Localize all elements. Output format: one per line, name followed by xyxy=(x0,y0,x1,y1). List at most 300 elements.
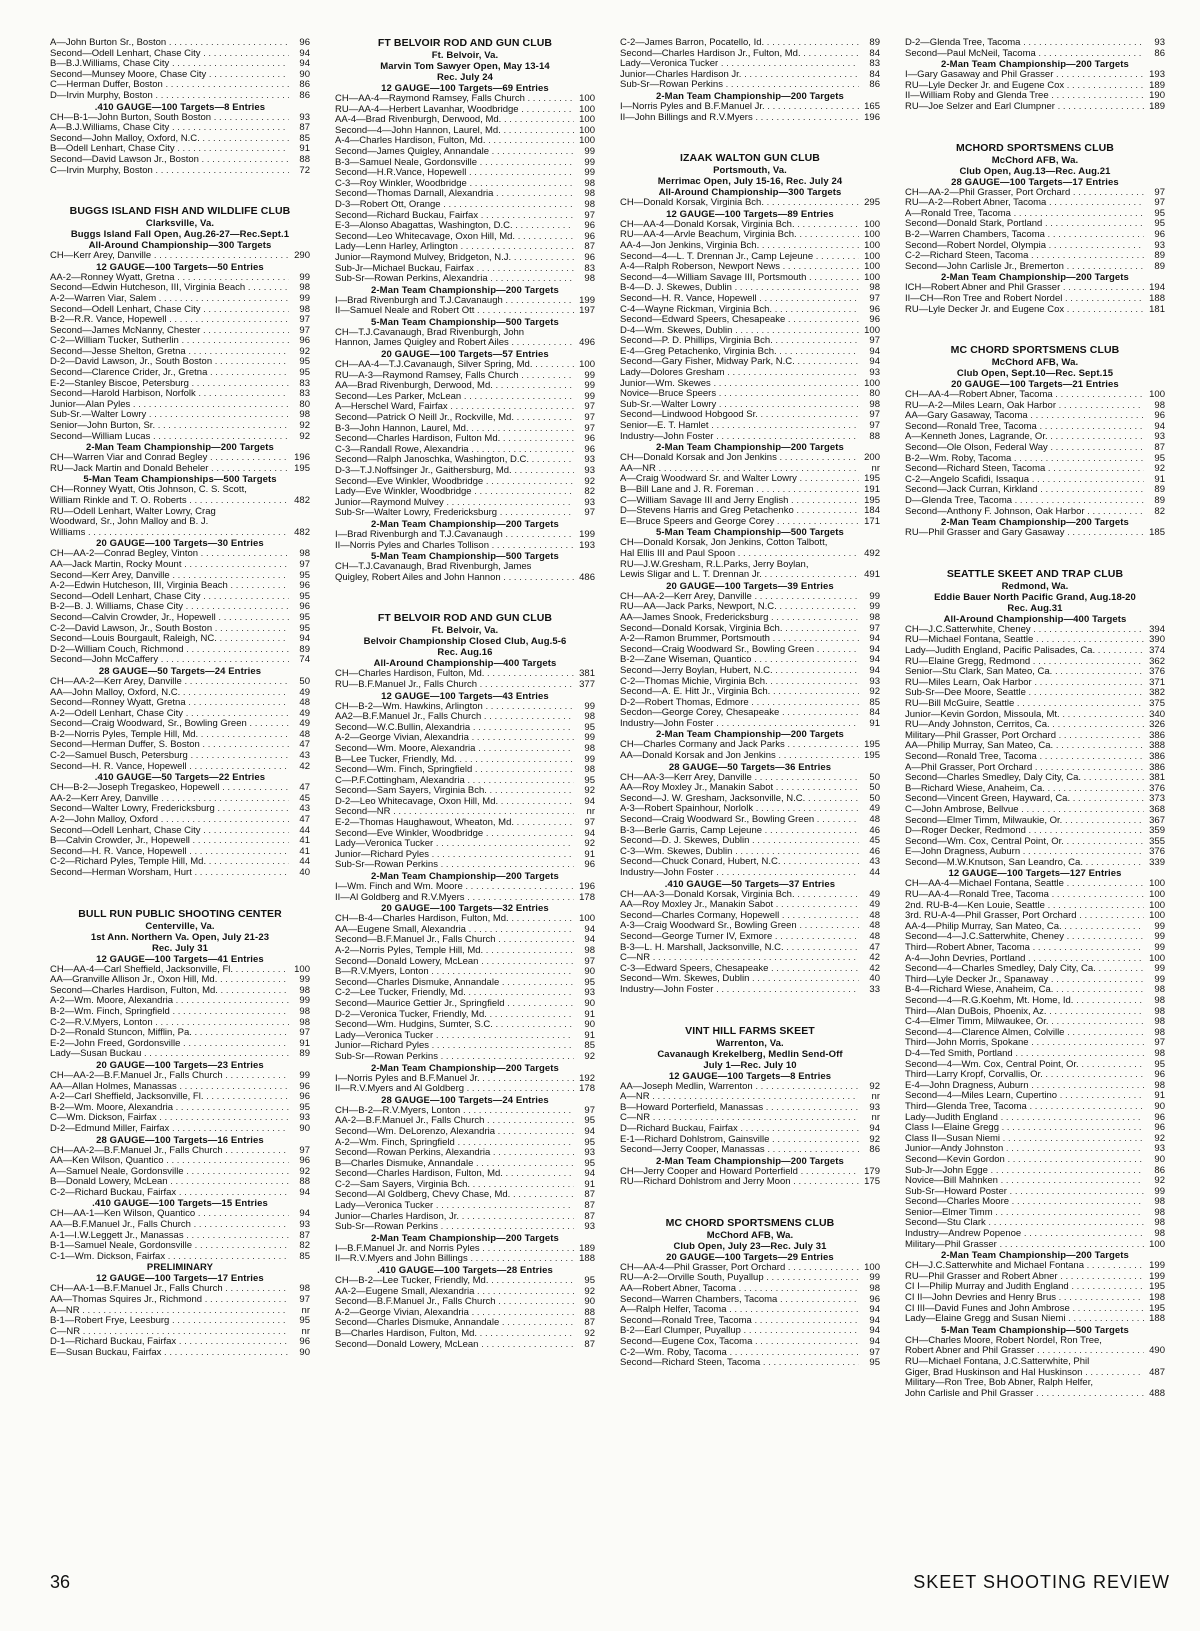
result-row xyxy=(335,765,595,776)
event-heading: 2-Man Team Championship—200 Targets xyxy=(941,517,1129,529)
result-row xyxy=(335,1212,595,1223)
score: 84 xyxy=(869,48,880,59)
score: 100 xyxy=(864,251,880,262)
shooter-name: D—Glenda Tree, Tacoma . . . xyxy=(905,496,1144,507)
shooter-name: Second—John McCaffery . . . xyxy=(50,655,289,666)
result-row xyxy=(905,1091,1165,1102)
shooter-name: Second—David Lawson Jr., Boston . . . xyxy=(50,155,289,166)
score: 96 xyxy=(584,231,595,242)
result-row xyxy=(335,264,595,275)
score: 94 xyxy=(584,796,595,807)
shooter-name: Second—Edwin Hutcheson, III, Virginia Beach . . . xyxy=(50,283,289,294)
result-row xyxy=(620,921,880,932)
result-row xyxy=(335,776,595,787)
result-row xyxy=(905,667,1165,678)
shooter-name: Sub-Sr—Howard Poster . . . xyxy=(905,1187,1144,1198)
shooter-name: D—Richard Buckau, Fairfax . . . xyxy=(620,1124,859,1135)
shooter-name: C—Wm. Dickson, Fairfax . . . xyxy=(50,1113,289,1124)
score: 181 xyxy=(1149,304,1165,315)
score: 95 xyxy=(299,570,310,581)
club-heading: BULL RUN PUBLIC SHOOTING CENTER xyxy=(78,907,282,920)
result-row xyxy=(335,893,595,904)
score: 377 xyxy=(579,679,595,690)
shooter-name: D-2—Veronica Tucker, Friendly, Md. . . . xyxy=(335,1010,574,1021)
result-row xyxy=(620,485,880,496)
result-row xyxy=(50,1049,310,1060)
score: 87 xyxy=(584,1339,595,1350)
score: 48 xyxy=(869,910,880,921)
shooter-name: CI III—David Funes and John Ambrose . . . xyxy=(905,1304,1144,1315)
score: 98 xyxy=(1154,1027,1165,1038)
shooter-name: Second—Craig Woodward Sr., Bowling Green . . . xyxy=(620,645,859,656)
shooter-name: I—B.F.Manuel Jr. and Norris Pyles . . . xyxy=(335,1244,574,1255)
score: 376 xyxy=(1149,847,1165,858)
result-row xyxy=(905,879,1165,890)
event-heading: McChord AFB, Wa. xyxy=(991,154,1079,166)
result-row xyxy=(335,957,595,968)
result-row xyxy=(620,943,880,954)
shooter-name: Sub-Jr—John Egge . . . xyxy=(905,1166,1144,1177)
event-heading: Merrimac Open, July 15-16, Rec. July 24 xyxy=(657,176,843,188)
result-row xyxy=(335,1127,595,1138)
shooter-name: A-4—John Devries, Portland . . . xyxy=(905,954,1144,965)
result-row xyxy=(50,592,310,603)
score: 92 xyxy=(299,421,310,432)
shooter-name: Third—John Morris, Spokane . . . xyxy=(905,1038,1144,1049)
shooter-name: A—Ralph Helfer, Tacoma . . . xyxy=(620,1305,859,1316)
score: 97 xyxy=(584,818,595,829)
result-row xyxy=(620,698,880,709)
shooter-name: C—William Savage III and Jerry English . . . xyxy=(620,496,859,507)
result-row xyxy=(620,1358,880,1369)
shooter-name: C-1—Wm. Dickson, Fairfax . . . xyxy=(50,1252,289,1263)
shooter-name: CH—AA-4—T.J.Cavanaugh, Silver Spring, Md. . . . xyxy=(335,360,574,371)
shooter-name: RU—Andy Johnston, Cerritos, Ca. . . . xyxy=(905,720,1144,731)
shooter-name: A—Herschel Ward, Fairfax . . . xyxy=(335,402,574,413)
score: nr xyxy=(586,807,595,818)
shooter-name: B—Richard Wiese, Anaheim, Ca. . . . xyxy=(905,784,1144,795)
shooter-name: CH—AA-2—Phil Grasser, Port Orchard . . . xyxy=(905,188,1144,199)
score: 100 xyxy=(1149,1239,1165,1250)
shooter-name: C-2—Sam Sayers, Virginia Bch. . . . xyxy=(335,1180,574,1191)
shooter-name: Second—Vincent Green, Hayward, Ca. . . . xyxy=(905,794,1144,805)
shooter-name: AA—Allan Holmes, Manassas . . . xyxy=(50,1082,289,1093)
shooter-name: CH—Donald Korsak, Virginia Bch. . . . xyxy=(620,198,859,209)
result-row xyxy=(620,252,880,263)
shooter-name: CH—AA-1—Ken Wilson, Quantico . . . xyxy=(50,1209,289,1220)
event-heading: 2-Man Team Championship—200 Targets xyxy=(371,284,559,296)
result-row xyxy=(620,1092,880,1103)
result-row xyxy=(905,688,1165,699)
shooter-name: Third—Larry Kropf, Corvallis, Or. . . . xyxy=(905,1070,1144,1081)
shooter-name: Second—Charles Hardison, Fulton Md. . . . xyxy=(335,434,574,445)
result-row xyxy=(620,273,880,284)
result-row xyxy=(620,326,880,337)
score: 355 xyxy=(1149,836,1165,847)
result-row xyxy=(50,730,310,741)
shooter-name: A-2—George Vivian, Alexandria . . . xyxy=(335,1308,574,1319)
shooter-name: AA-2—Kerr Arey, Danville . . . xyxy=(50,794,289,805)
score: 98 xyxy=(584,274,595,285)
event-heading: McChord AFB, Wa. xyxy=(991,357,1079,369)
shooter-name: CH—J.C.Satterwhite, Cheney . . . xyxy=(905,625,1144,636)
result-row xyxy=(50,1018,310,1029)
result-row xyxy=(620,857,880,868)
result-row xyxy=(50,273,310,284)
shooter-name: AA—Gary Gasaway, Tacoma . . . xyxy=(905,411,1144,422)
score: 92 xyxy=(584,476,595,487)
result-row xyxy=(335,967,595,978)
score: 96 xyxy=(299,1092,310,1103)
shooter-name: CH—Donald Korsak and Jon Jenkins . . . xyxy=(620,453,859,464)
shooter-name: D-2—William Couch, Richmond . . . xyxy=(50,645,289,656)
result-row xyxy=(620,400,880,411)
score: 96 xyxy=(869,1294,880,1305)
result-row xyxy=(50,70,310,81)
result-row xyxy=(620,241,880,252)
shooter-name: Second—Ralph Janoschka, Washington, D.C. . . . xyxy=(335,455,574,466)
shooter-name: I—Norris Pyles and B.F.Manuel Jr. . . . xyxy=(335,1074,574,1085)
score: 100 xyxy=(1149,900,1165,911)
shooter-name: CH—AA-4—Carl Sheffield, Jacksonville, Fl. . . . xyxy=(50,965,289,976)
result-row xyxy=(50,751,310,762)
score: 92 xyxy=(584,1051,595,1062)
shooter-name: AA—Robert Abner, Tacoma . . . xyxy=(620,1284,859,1295)
result-row xyxy=(50,1316,310,1327)
score: 99 xyxy=(584,370,595,381)
result-row xyxy=(905,954,1165,965)
result-row xyxy=(905,731,1165,742)
result-row xyxy=(50,336,310,347)
score: 86 xyxy=(869,80,880,91)
score: 175 xyxy=(864,1177,880,1188)
score: 90 xyxy=(584,1297,595,1308)
team-line: RU—Michael Fontana, J.C.Satterwhite, Phil xyxy=(905,1357,1090,1367)
score: 98 xyxy=(1154,1017,1165,1028)
shooter-name: Lady—Elaine Gregg and Susan Niemi . . . xyxy=(905,1314,1144,1325)
result-row xyxy=(335,274,595,285)
shooter-name: Second—Robert Nordel, Olympia . . . xyxy=(905,241,1144,252)
shooter-name: Second—William Lucas . . . xyxy=(50,432,289,443)
event-heading: .410 GAUGE—50 Targets—37 Entries xyxy=(664,878,836,890)
score: 87 xyxy=(584,1318,595,1329)
result-row xyxy=(50,1295,310,1306)
result-row xyxy=(335,1169,595,1180)
result-row xyxy=(50,155,310,166)
result-row xyxy=(905,901,1165,912)
shooter-name: Second—4—William Savage III, Portsmouth . . . xyxy=(620,273,859,284)
score: 326 xyxy=(1149,720,1165,731)
shooter-name: II—R.V.Myers and Al Goldberg . . . xyxy=(335,1084,574,1095)
shooter-name: Novice—Bill Mahnken . . . xyxy=(905,1176,1144,1187)
result-row xyxy=(905,1346,1165,1357)
result-row xyxy=(905,496,1165,507)
score: 98 xyxy=(1154,1080,1165,1091)
event-heading: 20 GAUGE—100 Targets—23 Entries xyxy=(96,1059,264,1071)
event-heading: 20 GAUGE—100 Targets—57 Entries xyxy=(381,349,549,361)
event-heading: July 1—Rec. July 10 xyxy=(703,1059,797,1071)
event-heading: 1st Ann. Northern Va. Open, July 21-23 xyxy=(90,931,270,943)
score: 94 xyxy=(584,924,595,935)
result-row xyxy=(50,975,310,986)
shooter-name: Second—M.W.Knutson, San Leandro, Ca. . . . xyxy=(905,858,1144,869)
shooter-name: AA—John Malloy, Oxford, N.C. . . . xyxy=(50,688,289,699)
result-row xyxy=(335,530,595,541)
result-row xyxy=(905,1155,1165,1166)
score: 50 xyxy=(869,783,880,794)
shooter-name: Lady—Veronica Tucker . . . xyxy=(335,839,574,850)
shooter-name: Second—Richard Steen, Tacoma . . . xyxy=(905,464,1144,475)
event-heading: 2-Man Team Championship—200 Targets xyxy=(656,729,844,741)
score: 45 xyxy=(869,836,880,847)
score: 95 xyxy=(299,368,310,379)
result-row xyxy=(335,1074,595,1085)
result-row xyxy=(50,571,310,582)
shooter-name: A—John Burton Sr., Boston . . . xyxy=(50,38,289,49)
score: 92 xyxy=(584,786,595,797)
shooter-name: Second—Wm. Finch, Springfield . . . xyxy=(335,765,574,776)
shooter-name: CH—AA-4—Michael Fontana, Seattle . . . xyxy=(905,879,1144,890)
shooter-name: AA-2—Ronney Wyatt, Gretna . . . xyxy=(50,273,289,284)
event-heading: 2-Man Team Championship—200 Targets xyxy=(656,90,844,102)
score: 382 xyxy=(1149,688,1165,699)
result-row xyxy=(620,804,880,815)
shooter-name: Second—Harold Harbison, Norfolk . . . xyxy=(50,389,289,400)
result-row xyxy=(905,1049,1165,1060)
score: 86 xyxy=(299,90,310,101)
score: nr xyxy=(871,1113,880,1124)
result-row xyxy=(335,413,595,424)
shooter-name: D-3—Robert Ott, Orange . . . xyxy=(335,200,574,211)
score: 82 xyxy=(299,1241,310,1252)
event-heading: 2-Man Team Championship—200 Targets xyxy=(86,442,274,454)
result-row xyxy=(335,807,595,818)
shooter-name: Sub-Jr—Michael Buckau, Fairfax . . . xyxy=(335,264,574,275)
shooter-name: D-1—Richard Buckau, Fairfax . . . xyxy=(50,1337,289,1348)
score: 100 xyxy=(864,240,880,251)
score: 96 xyxy=(584,860,595,871)
shooter-name: Second—Charles Dismuke, Annandale . . . xyxy=(335,978,574,989)
shooter-name: Quigley, Robert Ailes and John Hannon . . . xyxy=(335,573,574,584)
shooter-name: Second—Craig Woodward Sr., Bowling Green . . . xyxy=(620,815,859,826)
score: 93 xyxy=(1154,38,1165,48)
event-heading: 12 GAUGE—100 Targets—41 Entries xyxy=(96,953,264,965)
shooter-name: RU—Elaine Gregg, Redmond . . . xyxy=(905,657,1144,668)
score: 87 xyxy=(584,1211,595,1222)
shooter-name: Second—Charles Smedley, Daly City, Ca. . . . xyxy=(905,773,1144,784)
result-row xyxy=(905,70,1165,81)
result-row xyxy=(335,1201,595,1212)
score: 94 xyxy=(869,665,880,676)
result-row xyxy=(335,1190,595,1201)
score: 48 xyxy=(299,698,310,709)
result-row xyxy=(905,1134,1165,1145)
score: 50 xyxy=(869,793,880,804)
shooter-name: CH—B-2—Wm. Hawkins, Arlington . . . xyxy=(335,702,574,713)
result-row xyxy=(620,666,880,677)
result-row xyxy=(50,1348,310,1359)
score: 90 xyxy=(584,967,595,978)
score: 93 xyxy=(584,1222,595,1233)
result-row xyxy=(620,220,880,231)
shooter-name: B—Lee Tucker, Friendly, Md. . . . xyxy=(335,755,574,766)
club-heading: IZAAK WALTON GUN CLUB xyxy=(680,152,820,165)
shooter-name: Second—Charles Hardison, Fulton, Md. . . . xyxy=(50,986,289,997)
shooter-name: Second—Craig Woodward, Sr., Bowling Green . . . xyxy=(50,719,289,730)
shooter-name: CH—AA-2—Kerr Arey, Danville . . . xyxy=(50,677,289,688)
shooter-name: C-3—Randall Rowe, Alexandria . . . xyxy=(335,445,574,456)
result-row xyxy=(905,1017,1165,1028)
result-row xyxy=(905,625,1165,636)
result-row xyxy=(905,922,1165,933)
shooter-name: C—NR . . . xyxy=(620,953,859,964)
score: 95 xyxy=(299,357,310,368)
score: 195 xyxy=(294,463,310,474)
score: 98 xyxy=(584,712,595,723)
shooter-name: AA—Ken Wilson, Quantico . . . xyxy=(50,1156,289,1167)
score: 196 xyxy=(579,882,595,893)
event-heading: 5-Man Team Championship—500 Targets xyxy=(371,316,559,328)
score: 99 xyxy=(1154,932,1165,943)
result-row xyxy=(335,680,595,691)
score: 195 xyxy=(864,474,880,485)
score: 199 xyxy=(1149,1271,1165,1282)
score: 92 xyxy=(584,1286,595,1297)
result-row xyxy=(50,996,310,1007)
score: 97 xyxy=(299,315,310,326)
result-row xyxy=(905,294,1165,305)
result-row xyxy=(50,1241,310,1252)
result-row xyxy=(335,1254,595,1265)
shooter-name: D-2—Ronald Stuncon, Mifflin, Pa. . . . xyxy=(50,1028,289,1039)
score: 98 xyxy=(1154,1006,1165,1017)
result-row xyxy=(335,1297,595,1308)
score: 381 xyxy=(1149,773,1165,784)
score: 185 xyxy=(1149,528,1165,539)
score: 50 xyxy=(869,772,880,783)
shooter-name: RU—A-2—Miles Learn, Oak Harbor . . . xyxy=(905,401,1144,412)
shooter-name: RU—B.F.Manuel Jr., Falls Church . . . xyxy=(335,680,574,691)
score: 42 xyxy=(869,953,880,964)
shooter-name: Second—Clarence Crider, Jr., Gretna . . . xyxy=(50,368,289,379)
score: 98 xyxy=(299,410,310,421)
result-row xyxy=(50,113,310,124)
event-heading: 12 GAUGE—100 Targets—17 Entries xyxy=(96,1273,264,1285)
shooter-name: A—Phil Grasser, Port Orchard . . . xyxy=(905,763,1144,774)
score: 97 xyxy=(1154,198,1165,209)
result-row xyxy=(50,134,310,145)
shooter-name: CH—AA-2—Conrad Begley, Vinton . . . xyxy=(50,549,289,560)
shooter-name: A-2—Wm. Finch, Springfield . . . xyxy=(335,1138,574,1149)
score: 98 xyxy=(869,1284,880,1295)
shooter-name: Junior—Charles Hardison, Jr. . . . xyxy=(335,1212,574,1223)
result-row xyxy=(335,402,595,413)
result-row xyxy=(905,1293,1165,1304)
shooter-name: A-2—Ramon Brummer, Portsmouth . . . xyxy=(620,634,859,645)
shooter-name: RU—Lyle Decker Jr. and Eugene Cox . . . xyxy=(905,305,1144,316)
score: 90 xyxy=(299,1123,310,1134)
result-row xyxy=(335,723,595,734)
shooter-name: Sub-Sr—Rowan Perkins . . . xyxy=(620,80,859,91)
score: 98 xyxy=(584,946,595,956)
shooter-name: Junior—Richard Pyles . . . xyxy=(335,1041,574,1052)
score: 94 xyxy=(869,634,880,645)
shooter-name: C-2—William Tucker, Sutherlin . . . xyxy=(50,336,289,347)
result-row xyxy=(620,719,880,730)
shooter-name: Second—A. E. Hitt Jr., Virginia Bch. . . . xyxy=(620,687,859,698)
result-row xyxy=(620,826,880,837)
shooter-name: B—Charles Dismuke, Annandale . . . xyxy=(335,1159,574,1170)
result-row xyxy=(50,347,310,358)
shooter-name: Second—H. R. Vance, Hopewell . . . xyxy=(50,847,289,858)
score: 94 xyxy=(584,935,595,946)
result-row xyxy=(335,424,595,435)
result-row xyxy=(335,702,595,713)
shooter-name: Second—H.R.Vance, Hopewell . . . xyxy=(335,168,574,179)
shooter-name: Second—Odell Lenhart, Chase City . . . xyxy=(50,826,289,837)
shooter-name: E—Susan Buckau, Fairfax . . . xyxy=(50,1348,289,1359)
result-row xyxy=(335,179,595,190)
result-row xyxy=(905,794,1165,805)
event-heading: Eddie Bauer North Pacific Grand, Aug.18-20 xyxy=(934,591,1136,603)
result-row xyxy=(50,123,310,134)
score: 44 xyxy=(869,868,880,878)
score: 49 xyxy=(869,804,880,815)
score: 95 xyxy=(1154,453,1165,464)
score: 184 xyxy=(864,506,880,517)
shooter-name: C-4—Elmer Timm, Milwaukee, Or. . . . xyxy=(905,1017,1144,1028)
shooter-name: II—William Roby and Glenda Tree . . . xyxy=(905,91,1144,102)
result-row xyxy=(905,1218,1165,1229)
shooter-name: Second—Charles Cormany, Hopewell . . . xyxy=(620,911,859,922)
score: 94 xyxy=(869,644,880,655)
shooter-name: Second—John Malloy, Oxford, N.C. . . . xyxy=(50,134,289,145)
shooter-name: A—Ronald Tree, Tacoma . . . xyxy=(905,209,1144,220)
result-row xyxy=(905,1314,1165,1325)
score: 100 xyxy=(579,360,595,371)
shooter-name: Second—Ronald Tree, Tacoma . . . xyxy=(905,752,1144,763)
event-heading: 12 GAUGE—100 Targets—8 Entries xyxy=(668,1070,832,1082)
score: 95 xyxy=(584,977,595,988)
result-row xyxy=(620,113,880,124)
score: 96 xyxy=(584,444,595,455)
shooter-name: RU—Lyle Decker Jr. and Eugene Cox . . . xyxy=(905,81,1144,92)
score: 96 xyxy=(584,221,595,232)
result-row xyxy=(50,400,310,411)
result-row xyxy=(50,804,310,815)
result-row xyxy=(50,740,310,751)
score: 85 xyxy=(299,133,310,144)
score: 96 xyxy=(1154,1070,1165,1081)
shooter-name: Second—Edward Speers, Chesapeake . . . xyxy=(620,315,859,326)
shooter-name: Second—Anthony F. Johnson, Oak Harbor . . . xyxy=(905,507,1144,518)
result-row xyxy=(620,1113,880,1124)
shooter-name: RU—Richard Dohlstrom and Jerry Moon . . . xyxy=(620,1177,859,1188)
shooter-name: Sub-Sr—Dee Moore, Seattle . . . xyxy=(905,688,1144,699)
result-row xyxy=(905,401,1165,412)
shooter-name: I—Gary Gasaway and Phil Grasser . . . xyxy=(905,70,1144,81)
result-block xyxy=(620,153,880,995)
event-heading: .410 GAUGE—100 Targets—28 Entries xyxy=(377,1265,553,1277)
score: 188 xyxy=(579,1254,595,1265)
score: 88 xyxy=(584,1307,595,1318)
result-row xyxy=(905,464,1165,475)
result-row xyxy=(50,1082,310,1093)
shooter-name: B-4—Richard Wiese, Anaheim, Ca. . . . xyxy=(905,985,1144,996)
shooter-name: A-3—Craig Woodward Sr., Bowling Green . . . xyxy=(620,921,859,932)
shooter-name: Lady—Judith England . . . xyxy=(905,1113,1144,1124)
score: 90 xyxy=(1154,1154,1165,1165)
